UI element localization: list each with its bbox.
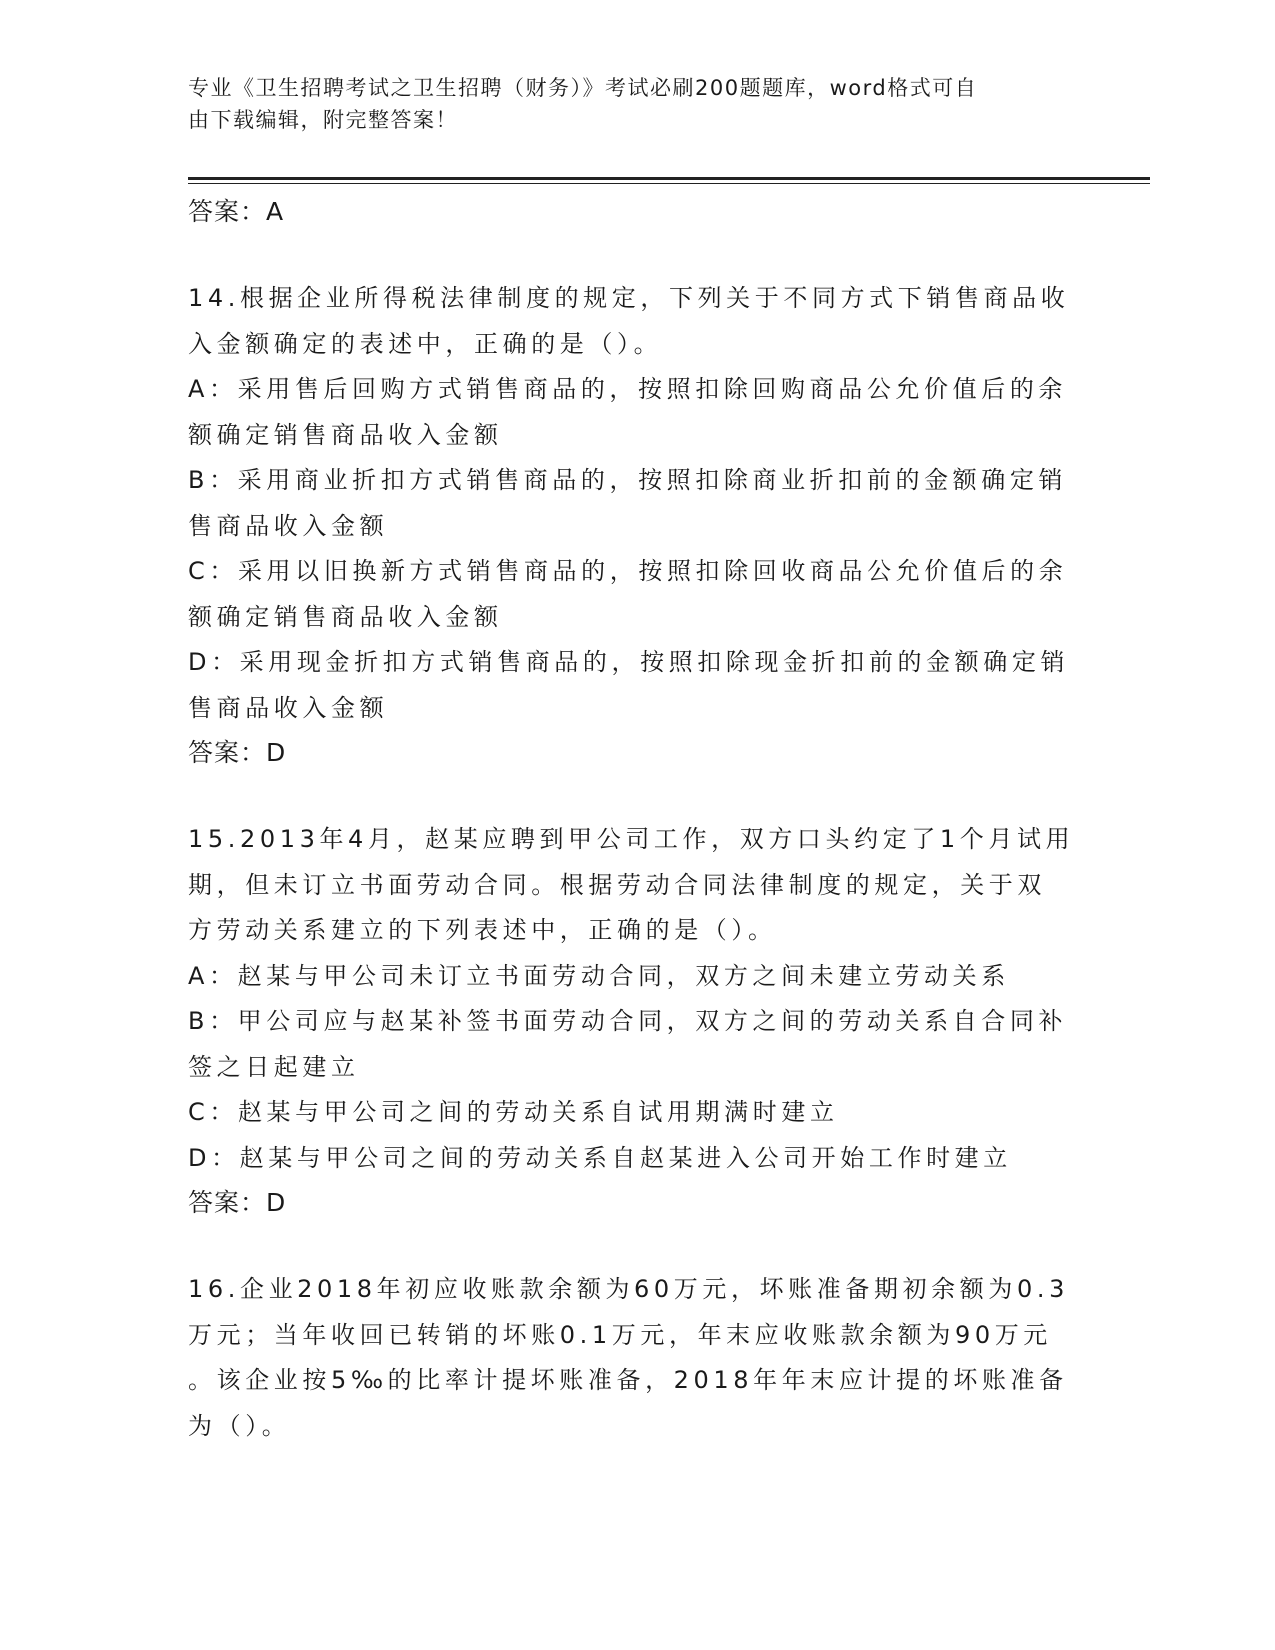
question-16-line: 为（）。: [188, 1411, 291, 1440]
document-content: [188, 190, 1088, 1449]
question-15: [188, 817, 1088, 1225]
question-14-option-b-cont: 售商品收入金额: [188, 511, 389, 540]
question-15-option-d: D：赵某与甲公司之间的劳动关系自赵某进入公司开始工作时建立: [188, 1143, 1012, 1172]
question-14-option-a-cont: 额确定销售商品收入金额: [188, 420, 503, 449]
question-15-answer: 答案：D: [188, 1188, 287, 1217]
question-15-option-b: B：甲公司应与赵某补签书面劳动合同，双方之间的劳动关系自合同补: [188, 1007, 1068, 1035]
question-15-option-b-cont: 签之日起建立: [188, 1052, 360, 1081]
question-14-option-b: B：采用商业折扣方式销售商品的，按照扣除商业折扣前的金额确定销: [188, 466, 1068, 494]
question-14-option-c: C：采用以旧换新方式销售商品的，按照扣除回收商品公允价值后的余: [188, 557, 1068, 585]
question-16-line: 16.企业2018年初应收账款余额为60万元，坏账准备期初余额为0.3: [188, 1275, 1069, 1303]
header-rule-thin: [188, 183, 1150, 184]
header-line-2: 由下载编辑，附完整答案！: [188, 108, 458, 132]
question-14-line: 入金额确定的表述中，正确的是（）。: [188, 329, 663, 358]
question-14-option-c-cont: 额确定销售商品收入金额: [188, 602, 503, 631]
question-14-option-d: D：采用现金折扣方式销售商品的，按照扣除现金折扣前的金额确定销: [188, 648, 1070, 676]
question-15-line: 方劳动关系建立的下列表述中，正确的是（）。: [188, 916, 777, 944]
question-16-line: 。该企业按5‰的比率计提坏账准备，2018年年末应计提的坏账准备: [188, 1366, 1068, 1394]
question-14-line: 14.根据企业所得税法律制度的规定，下列关于不同方式下销售商品收: [188, 284, 1070, 312]
answer-previous: 答案：A: [188, 197, 285, 226]
header-rule-thick: [188, 177, 1150, 180]
question-15-line: 15.2013年4月，赵某应聘到甲公司工作，双方口头约定了1个月试用: [188, 825, 1075, 853]
question-15-option-a: A：赵某与甲公司未订立书面劳动合同，双方之间未建立劳动关系: [188, 961, 1010, 990]
question-14-option-d-cont: 售商品收入金额: [188, 693, 389, 722]
header-line-1: 专业《卫生招聘考试之卫生招聘（财务）》考试必刷200题题库，word格式可自: [188, 76, 978, 100]
question-14: [188, 276, 1088, 775]
question-16-line: 万元；当年收回已转销的坏账0.1万元，年末应收账款余额为90万元: [188, 1320, 1052, 1349]
question-16: [188, 1267, 1088, 1449]
question-14-option-a: A：采用售后回购方式销售商品的，按照扣除回购商品公允价值后的余: [188, 375, 1068, 403]
question-15-option-c: C：赵某与甲公司之间的劳动关系自试用期满时建立: [188, 1098, 839, 1126]
question-15-line: 期，但未订立书面劳动合同。根据劳动合同法律制度的规定，关于双: [188, 870, 1046, 899]
question-14-answer: 答案：D: [188, 738, 287, 767]
page-header: [188, 72, 1068, 136]
